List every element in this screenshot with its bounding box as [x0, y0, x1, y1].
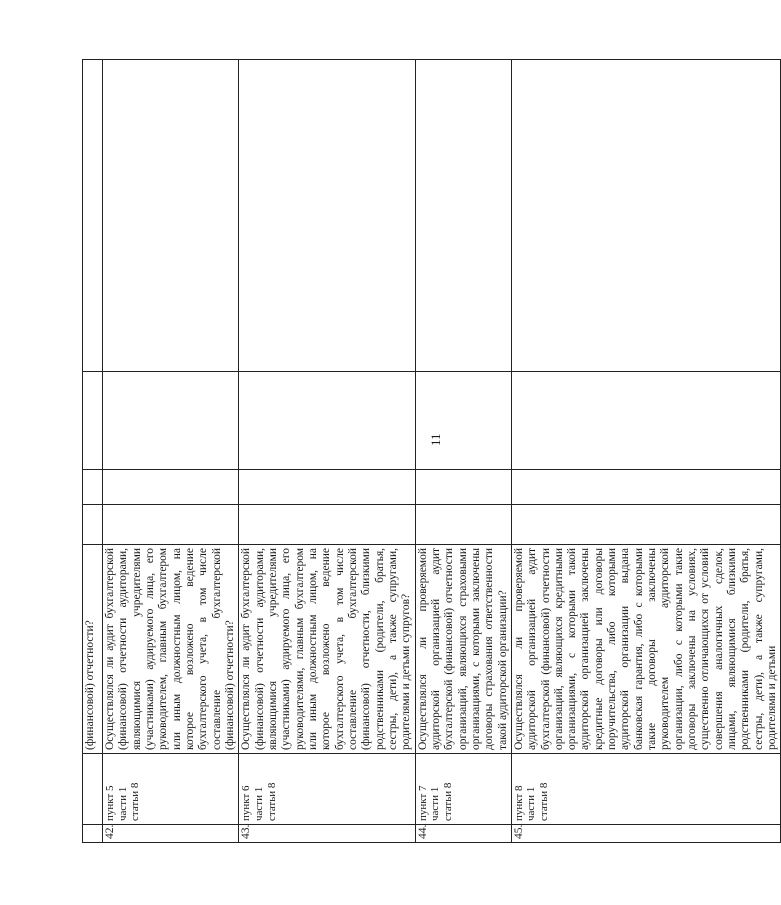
- question-cell: Осуществлялся ли проверяемой аудиторской организацией аудит бухгалтерской (финансовой) отчетности организаций, являющихся страховыми организациями, с которыми заключены договоры страхования ответственности такой аудиторской организации?: [415, 545, 511, 754]
- table-row: [83, 60, 103, 843]
- answer-cell-1: [103, 505, 239, 545]
- legal-reference-cell: пункт 7 части 1 статьи 8: [415, 754, 511, 825]
- answer-cell-3: [239, 372, 415, 470]
- row-number-cell: 42.: [103, 825, 239, 843]
- notes-cell: [511, 60, 781, 372]
- question-cell: (финансовой) отчетности?: [83, 545, 103, 754]
- answer-cell-1: [83, 505, 103, 545]
- notes-cell: [103, 60, 239, 372]
- question-cell: Осуществлялся ли аудит бухгалтерской (финансовой) отчетности аудиторами, являющимися учредителями (участниками) аудируемого лица, его руководителем, главным бухгалтером или иным должностным лицом, на которое возложено ведение бухгалтерского учета, в том числе составление бухгалтерской (финансовой) отчетности?: [103, 545, 239, 754]
- legal-reference-cell: пункт 5 части 1 статьи 8: [103, 754, 239, 825]
- row-number-cell: 43.: [239, 825, 415, 843]
- notes-cell: [415, 60, 511, 372]
- legal-reference-cell: пункт 8 части 1 статьи 8: [511, 754, 781, 825]
- legal-reference-cell: пункт 6 части 1 статьи 8: [239, 754, 415, 825]
- table-row: [239, 60, 415, 843]
- answer-cell-3: [83, 372, 103, 470]
- answer-cell-2: [83, 470, 103, 505]
- table-row: [511, 60, 781, 843]
- question-cell: Осуществлялся ли аудит бухгалтерской (финансовой) отчетности аудиторами, являющимися учредителями (участниками) аудируемого лица, его руководителями, главным бухгалтером или иным должностным лицом, на которое возложено ведение бухгалтерского учета, в том числе составление бухгалтерской (финансовой) отчетности, близкими родственниками (родители, братья, сестры, дети), а также супругами, родителями и детьми супругов?: [239, 545, 415, 754]
- table-row: [415, 60, 511, 843]
- answer-cell-2: [239, 470, 415, 505]
- question-cell: Осуществлялся ли проверяемой аудиторской организацией аудит бухгалтерской (финансовой) отчетности организаций, являющихся кредитными организациями, с которыми такой аудиторской организацией заключены кредитные договоры или договоры поручительства, либо которыми аудиторской организации выдана банковская гарантия, либо с которыми такие договоры заключены руководителем аудиторской организации, либо с которыми такие договоры заключены на условиях, существенно отличающихся от условий совершения аналогичных сделок, лицами, являющимися близкими родственниками (родители, братья, сестры, дети), а также супругами, родителями и детьми: [511, 545, 781, 754]
- answer-cell-1: [511, 505, 781, 545]
- row-number-cell: 44.: [415, 825, 511, 843]
- answer-cell-2: [103, 470, 239, 505]
- table-row: [103, 60, 239, 843]
- answer-cell-3: [415, 372, 511, 470]
- answer-cell-1: [239, 505, 415, 545]
- notes-cell: [83, 60, 103, 372]
- answer-cell-3: [511, 372, 781, 470]
- notes-cell: [239, 60, 415, 372]
- row-number-cell: 45.: [511, 825, 781, 843]
- checklist-table: [82, 59, 781, 843]
- answer-cell-1: [415, 505, 511, 545]
- answer-cell-2: [511, 470, 781, 505]
- answer-cell-3: [103, 372, 239, 470]
- page-number: 11: [428, 433, 443, 446]
- row-number-cell: [83, 825, 103, 843]
- legal-reference-cell: [83, 754, 103, 825]
- answer-cell-2: [415, 470, 511, 505]
